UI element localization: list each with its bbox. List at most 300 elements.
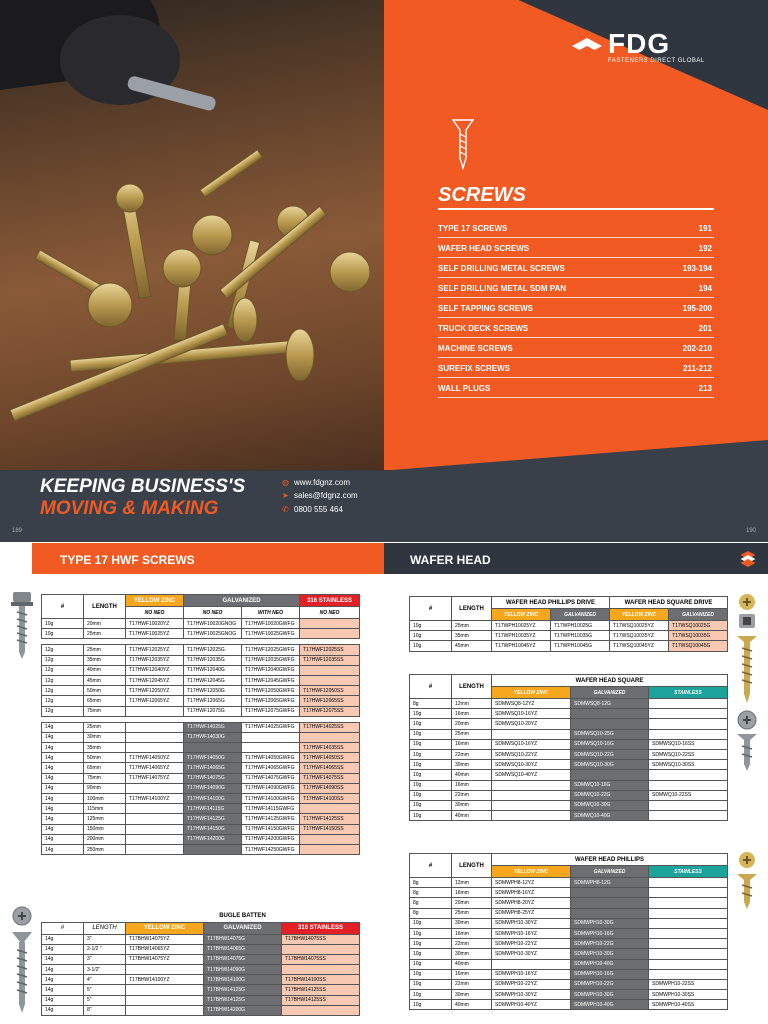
table-cell: T17HWF12075G (184, 706, 242, 716)
table-cell: 40mm (452, 811, 492, 821)
table-cell: 14g (42, 975, 84, 985)
table-row (410, 699, 728, 709)
table-cell: T17HWF14050G (184, 753, 242, 763)
table-cell: 40mm (84, 665, 126, 675)
toc-item-page: 213 (698, 384, 712, 393)
table-row (42, 965, 360, 975)
table-cell: 8g (410, 898, 452, 908)
page-number-left: 189 (12, 528, 23, 534)
table-cell: SDMWSQ10-20YZ (492, 719, 571, 729)
toc-item[interactable] (438, 318, 714, 338)
table-cell: 10g (410, 621, 452, 631)
hwf-sub-gal-noneo: NO NEO (184, 607, 242, 619)
table-cell: 14g (42, 722, 84, 732)
table-cell: SDMWPH10-22G (571, 979, 649, 989)
table-cell: T17HWF14150G (184, 824, 242, 834)
table-cell (126, 1005, 204, 1015)
table-cell: 16mm (452, 709, 492, 719)
table-cell: SDMWQ10-22G (571, 790, 649, 800)
table-cell: 14g (42, 985, 84, 995)
table-row (42, 655, 360, 665)
table-cell: SDMWPH10-30YZ (492, 918, 571, 928)
toc-item[interactable] (438, 238, 714, 258)
table-cell: SDMWPH10-16G (571, 969, 649, 979)
table-cell: 40mm (452, 770, 492, 780)
table-cell: T17BHW14075G (204, 934, 282, 944)
table-cell: 14g (42, 814, 84, 824)
table-cell: T17HWF12025GWFG (242, 645, 300, 655)
table-cell: 30mm (452, 800, 492, 810)
table-cell: 10g (42, 619, 84, 629)
wafer-screw-silver-icon (734, 710, 760, 772)
table-cell (126, 732, 184, 742)
table-row (410, 878, 728, 888)
table-cell: 50mm (84, 686, 126, 696)
table-cell: T17HWF14030G (184, 732, 242, 742)
table-cell: T17HWF12050YZ (126, 686, 184, 696)
hwf-table (41, 594, 360, 855)
toc-item-label: SELF TAPPING SCREWS (438, 304, 533, 313)
table-cell: T17HWF12050G (184, 686, 242, 696)
ws-title: WAFER HEAD SQUARE (492, 675, 728, 687)
ws-sub-ss: STAINLESS (649, 687, 728, 699)
wp-title: WAFER HEAD PHILLIPS (492, 854, 728, 866)
table-cell: SDMWPH10-16YZ (492, 928, 571, 938)
table-cell (242, 743, 300, 753)
table-row (42, 844, 360, 854)
table-cell: T17BHW14125SS (282, 985, 360, 995)
wafer-screw-gold-icon (734, 592, 760, 704)
table-cell: 25mm (84, 645, 126, 655)
table-cell (300, 844, 360, 854)
table-row (410, 719, 728, 729)
section-title: SCREWS (438, 184, 526, 206)
ws-col-length: LENGTH (452, 675, 492, 699)
toc-item-label: MACHINE SCREWS (438, 344, 513, 353)
table-cell (649, 709, 728, 719)
table-row (410, 749, 728, 759)
table-cell: T17HWF12045G (184, 675, 242, 685)
table-cell (184, 844, 242, 854)
table-row (410, 780, 728, 790)
wd-col-num: # (410, 597, 452, 621)
table-cell: 14g (42, 783, 84, 793)
table-cell (300, 834, 360, 844)
table-cell: T17HWF14075G (184, 773, 242, 783)
bugle-col-length: LENGTH (84, 922, 126, 934)
wd-sub-gal-1: GALVANIZED (551, 609, 610, 621)
table-cell (126, 804, 184, 814)
table-row (410, 928, 728, 938)
table-cell: SDMWPH8-25YZ (492, 908, 571, 918)
table-cell: 14g (42, 965, 84, 975)
table-cell: T17HWF12065YZ (126, 696, 184, 706)
table-cell: T17HWF14090GWFG (242, 783, 300, 793)
table-cell (649, 969, 728, 979)
table-cell: 8" (84, 1005, 126, 1015)
table-cell: SDMWSQ10-22G (571, 749, 649, 759)
table-row (42, 629, 360, 639)
web-text: www.fdgnz.com (294, 478, 351, 487)
toc-item[interactable] (438, 278, 714, 298)
table-cell (649, 780, 728, 790)
toc-item[interactable] (438, 298, 714, 318)
table-cell: SDMWPH10-16YZ (492, 969, 571, 979)
table-cell: 45mm (452, 641, 492, 651)
table-row (42, 783, 360, 793)
toc-item[interactable] (438, 378, 714, 398)
table-row (42, 686, 360, 696)
table-cell: 14g (42, 995, 84, 1005)
ws-sub-gal: GALVANIZED (571, 687, 649, 699)
table-cell: 30mm (452, 918, 492, 928)
table-row (42, 773, 360, 783)
table-cell: 14g (42, 834, 84, 844)
table-row (42, 824, 360, 834)
table-cell: T17HWF14065G (184, 763, 242, 773)
table-cell: 25mm (84, 722, 126, 732)
table-cell: 10g (410, 641, 452, 651)
table-cell: SDMWPH10-40G (571, 959, 649, 969)
table-cell: T17HWF14025G (184, 722, 242, 732)
table-cell: SDMWSQ10-16YZ (492, 709, 571, 719)
table-cell: T17HWF14115G (184, 804, 242, 814)
table-cell: SDMWSQ10-22SS (649, 749, 728, 759)
table-cell: SDMWPH8-16YZ (492, 888, 571, 898)
table-cell: 12g (42, 696, 84, 706)
table-cell: T17HWF14150GWFG (242, 824, 300, 834)
table-cell (571, 719, 649, 729)
table-row (410, 979, 728, 989)
table-cell: T17HWF14125GWFG (242, 814, 300, 824)
table-cell: SDMWPH8-20YZ (492, 898, 571, 908)
table-cell: T17HWF14065GWFG (242, 763, 300, 773)
table-cell: 250mm (84, 844, 126, 854)
table-row (410, 908, 728, 918)
table-row (410, 631, 728, 641)
table-cell (649, 729, 728, 739)
table-cell (300, 665, 360, 675)
table-cell: 65mm (84, 696, 126, 706)
wd-sub-gal-2: GALVANIZED (669, 609, 728, 621)
table-cell: T17HWF12065SS (300, 696, 360, 706)
table-cell (649, 949, 728, 959)
table-row (410, 990, 728, 1000)
table-cell: 115mm (84, 804, 126, 814)
table-row (42, 985, 360, 995)
table-cell (126, 783, 184, 793)
table-cell: SDMWPH10-40YZ (492, 1000, 571, 1010)
table-row (410, 729, 728, 739)
table-cell: T17HWF14125SS (300, 814, 360, 824)
table-cell: SDMWSQ8-12YZ (492, 699, 571, 709)
table-cell: 10g (410, 1000, 452, 1010)
table-cell (649, 939, 728, 949)
table-cell: 90mm (84, 783, 126, 793)
table-row (42, 763, 360, 773)
table-row (42, 743, 360, 753)
table-cell: T17HWF12035G (184, 655, 242, 665)
table-row (410, 641, 728, 651)
table-cell: T17HWF14200GWFG (242, 834, 300, 844)
toc-item[interactable] (438, 218, 714, 238)
table-cell: T17BHW14125SS (282, 995, 360, 1005)
table-row (42, 753, 360, 763)
table-cell: 16mm (452, 969, 492, 979)
table-cell: T17BHW14075YZ (126, 954, 204, 964)
table-cell: 3" (84, 954, 126, 964)
table-cell: 75mm (84, 706, 126, 716)
type17-band (32, 543, 384, 574)
toc-item-page: 194 (698, 284, 712, 293)
table-row (42, 995, 360, 1005)
table-cell (571, 898, 649, 908)
wafer-phillips-screw-icon (734, 850, 760, 910)
table-cell (649, 959, 728, 969)
table-cell: 20mm (452, 898, 492, 908)
table-cell: T17BHW14125G (204, 995, 282, 1005)
table-row (42, 722, 360, 732)
table-cell: SDMWSQ10-25G (571, 729, 649, 739)
toc-item-page: 211-212 (683, 364, 712, 373)
table-cell: T17HWF12025G (184, 645, 242, 655)
table-row (410, 898, 728, 908)
table-cell: 12mm (452, 878, 492, 888)
wd-sub-yz-1: YELLOW ZINC (492, 609, 551, 621)
table-cell: 22mm (452, 939, 492, 949)
table-cell: 22mm (452, 749, 492, 759)
table-cell: 10g (410, 979, 452, 989)
table-cell: 30mm (452, 949, 492, 959)
bugle-col-stainless: 316 STAINLESS (282, 922, 360, 934)
table-cell (571, 709, 649, 719)
contact-web[interactable] (282, 478, 350, 487)
table-cell (126, 706, 184, 716)
table-cell: T17HWF10020GWFG (242, 619, 300, 629)
table-cell: 35mm (452, 631, 492, 641)
table-cell: 22mm (452, 790, 492, 800)
toc-item-label: TRUCK DECK SCREWS (438, 324, 529, 333)
table-cell: T17HWF12065G (184, 696, 242, 706)
wp-sub-ss: STAINLESS (649, 866, 728, 878)
table-cell: 30mm (84, 732, 126, 742)
table-cell: 50mm (84, 753, 126, 763)
table-cell: T17HWF14150SS (300, 824, 360, 834)
table-cell: SDMWPH10-30YZ (492, 949, 571, 959)
table-cell: T17HWF14035SS (300, 743, 360, 753)
table-cell: 12g (42, 645, 84, 655)
table-cell (492, 959, 571, 969)
table-row (42, 804, 360, 814)
table-cell: 10g (410, 729, 452, 739)
phone-icon: ✆ (282, 505, 289, 514)
table-cell: T17HWF12025SS (300, 645, 360, 655)
tagline-line-1: KEEPING BUSINESS'S (40, 476, 246, 497)
table-cell: T17BHW14075YZ (126, 934, 204, 944)
table-row (42, 954, 360, 964)
table-cell (649, 699, 728, 709)
table-cell: T17HWF14025SS (300, 722, 360, 732)
table-cell: T17WPH10045G (551, 641, 610, 651)
table-row (410, 621, 728, 631)
type17-title: TYPE 17 HWF SCREWS (60, 553, 195, 567)
toc-item[interactable] (438, 338, 714, 358)
table-cell: 4" (84, 975, 126, 985)
toc-item-label: TYPE 17 SCREWS (438, 224, 508, 233)
table-cell: 14g (42, 753, 84, 763)
table-cell: 40mm (452, 959, 492, 969)
table-cell (300, 619, 360, 629)
table-cell: 8g (410, 888, 452, 898)
table-cell: 12g (42, 665, 84, 675)
table-cell: 10g (410, 811, 452, 821)
table-cell: SDMWPH10-30YZ (492, 990, 571, 1000)
table-cell: T17HWF14100GWFG (242, 794, 300, 804)
table-row (410, 811, 728, 821)
table-cell: T17HWF14250GWFG (242, 844, 300, 854)
table-cell: SDMWQ10-40G (571, 811, 649, 821)
table-row (410, 739, 728, 749)
table-cell: T17HWF14200G (184, 834, 242, 844)
table-cell: 30mm (452, 760, 492, 770)
table-cell: 12mm (452, 699, 492, 709)
screws-photo-art (0, 0, 384, 470)
table-cell (649, 878, 728, 888)
table-cell: 16mm (452, 780, 492, 790)
table-cell: SDMWPH10-22YZ (492, 979, 571, 989)
table-cell: 45mm (84, 675, 126, 685)
table-row (42, 814, 360, 824)
table-cell: 25mm (452, 908, 492, 918)
table-cell: 10g (410, 959, 452, 969)
table-cell: SDMWPH10-22YZ (492, 939, 571, 949)
table-cell: 22mm (452, 979, 492, 989)
table-cell: 14g (42, 824, 84, 834)
table-cell: T17WPH10035YZ (492, 631, 551, 641)
table-cell: 12g (42, 686, 84, 696)
wd-col-length: LENGTH (452, 597, 492, 621)
table-cell: T17HWF12050GWFG (242, 686, 300, 696)
wafer-square-table (409, 674, 728, 821)
table-row (410, 770, 728, 780)
table-cell: 14g (42, 944, 84, 954)
table-cell: SDMWPH10-22SS (649, 979, 728, 989)
wd-sub-yz-2: YELLOW ZINC (610, 609, 669, 621)
table-cell (126, 834, 184, 844)
wp-col-length: LENGTH (452, 854, 492, 878)
table-cell: 14g (42, 1005, 84, 1015)
table-cell: 10g (410, 790, 452, 800)
table-cell: 10g (410, 780, 452, 790)
hwf-col-num: # (42, 595, 84, 619)
table-cell: 14g (42, 773, 84, 783)
table-row (42, 665, 360, 675)
table-row (410, 1000, 728, 1010)
table-cell (282, 965, 360, 975)
wafer-band (384, 543, 768, 574)
table-cell: 8g (410, 878, 452, 888)
table-cell: 5" (84, 995, 126, 1005)
table-cell (492, 780, 571, 790)
table-cell (649, 928, 728, 938)
table-cell: 14g (42, 732, 84, 742)
table-cell: SDMWSQ10-22YZ (492, 749, 571, 759)
table-row (42, 834, 360, 844)
table-row (42, 645, 360, 655)
table-cell: 10g (410, 928, 452, 938)
tagline-line-2: MOVING & MAKING (40, 498, 219, 519)
table-cell: T17BHW14100SS (282, 975, 360, 985)
toc-item[interactable] (438, 258, 714, 278)
send-icon: ➤ (282, 491, 289, 500)
table-cell (649, 918, 728, 928)
table-cell: 10g (410, 770, 452, 780)
table-cell (300, 804, 360, 814)
table-cell: 8g (410, 699, 452, 709)
table-cell: 8g (410, 908, 452, 918)
screw-outline-icon (452, 118, 474, 170)
table-row (410, 800, 728, 810)
table-cell: T17HWF14075YZ (126, 773, 184, 783)
table-cell: SDMWSQ10-30SS (649, 760, 728, 770)
table-cell: 125mm (84, 814, 126, 824)
table-cell: T17HWF14090G (184, 783, 242, 793)
wp-sub-yz: YELLOW ZINC (492, 866, 571, 878)
hwf-col-length: LENGTH (84, 595, 126, 619)
table-cell: 150mm (84, 824, 126, 834)
table-cell: T17HWF14100YZ (126, 794, 184, 804)
table-cell: 10g (410, 939, 452, 949)
table-cell: 35mm (84, 743, 126, 753)
toc-item[interactable] (438, 358, 714, 378)
table-row (410, 918, 728, 928)
table-cell (492, 729, 571, 739)
table-row (42, 696, 360, 706)
table-cell: T17BHW14075SS (282, 954, 360, 964)
table-cell (184, 743, 242, 753)
hwf-col-galvanized: GALVANIZED (184, 595, 300, 607)
table-cell: 25mm (452, 621, 492, 631)
table-cell: 10g (410, 749, 452, 759)
table-cell: T17HWF14025GWFG (242, 722, 300, 732)
table-cell: T17WSQ10035YZ (610, 631, 669, 641)
table-cell: T17WPH10025YZ (492, 621, 551, 631)
table-cell (126, 824, 184, 834)
table-cell: 14g (42, 794, 84, 804)
toc-item-label: SUREFIX SCREWS (438, 364, 511, 373)
table-cell: 200mm (84, 834, 126, 844)
ws-sub-yz: YELLOW ZINC (492, 687, 571, 699)
table-row (410, 790, 728, 800)
table-cell: 10g (410, 739, 452, 749)
table-cell: T17HWF10025GWFG (242, 629, 300, 639)
contact-email[interactable] (282, 491, 358, 500)
screws-photo (0, 0, 384, 470)
table-row (42, 706, 360, 716)
table-cell: T17BHW14125G (204, 985, 282, 995)
table-cell: SDMWPH10-30G (571, 949, 649, 959)
fdg-logo (570, 28, 710, 68)
table-cell (492, 790, 571, 800)
table-cell (300, 629, 360, 639)
table-cell: SDMWQ10-16G (571, 780, 649, 790)
table-row (42, 675, 360, 685)
contact-phone[interactable] (282, 505, 343, 514)
table-cell (126, 995, 204, 1005)
toc-item-page: 192 (698, 244, 712, 253)
hwf-col-yellow-zinc: YELLOW ZINC (126, 595, 184, 607)
table-cell: SDMWQ10-22SS (649, 790, 728, 800)
